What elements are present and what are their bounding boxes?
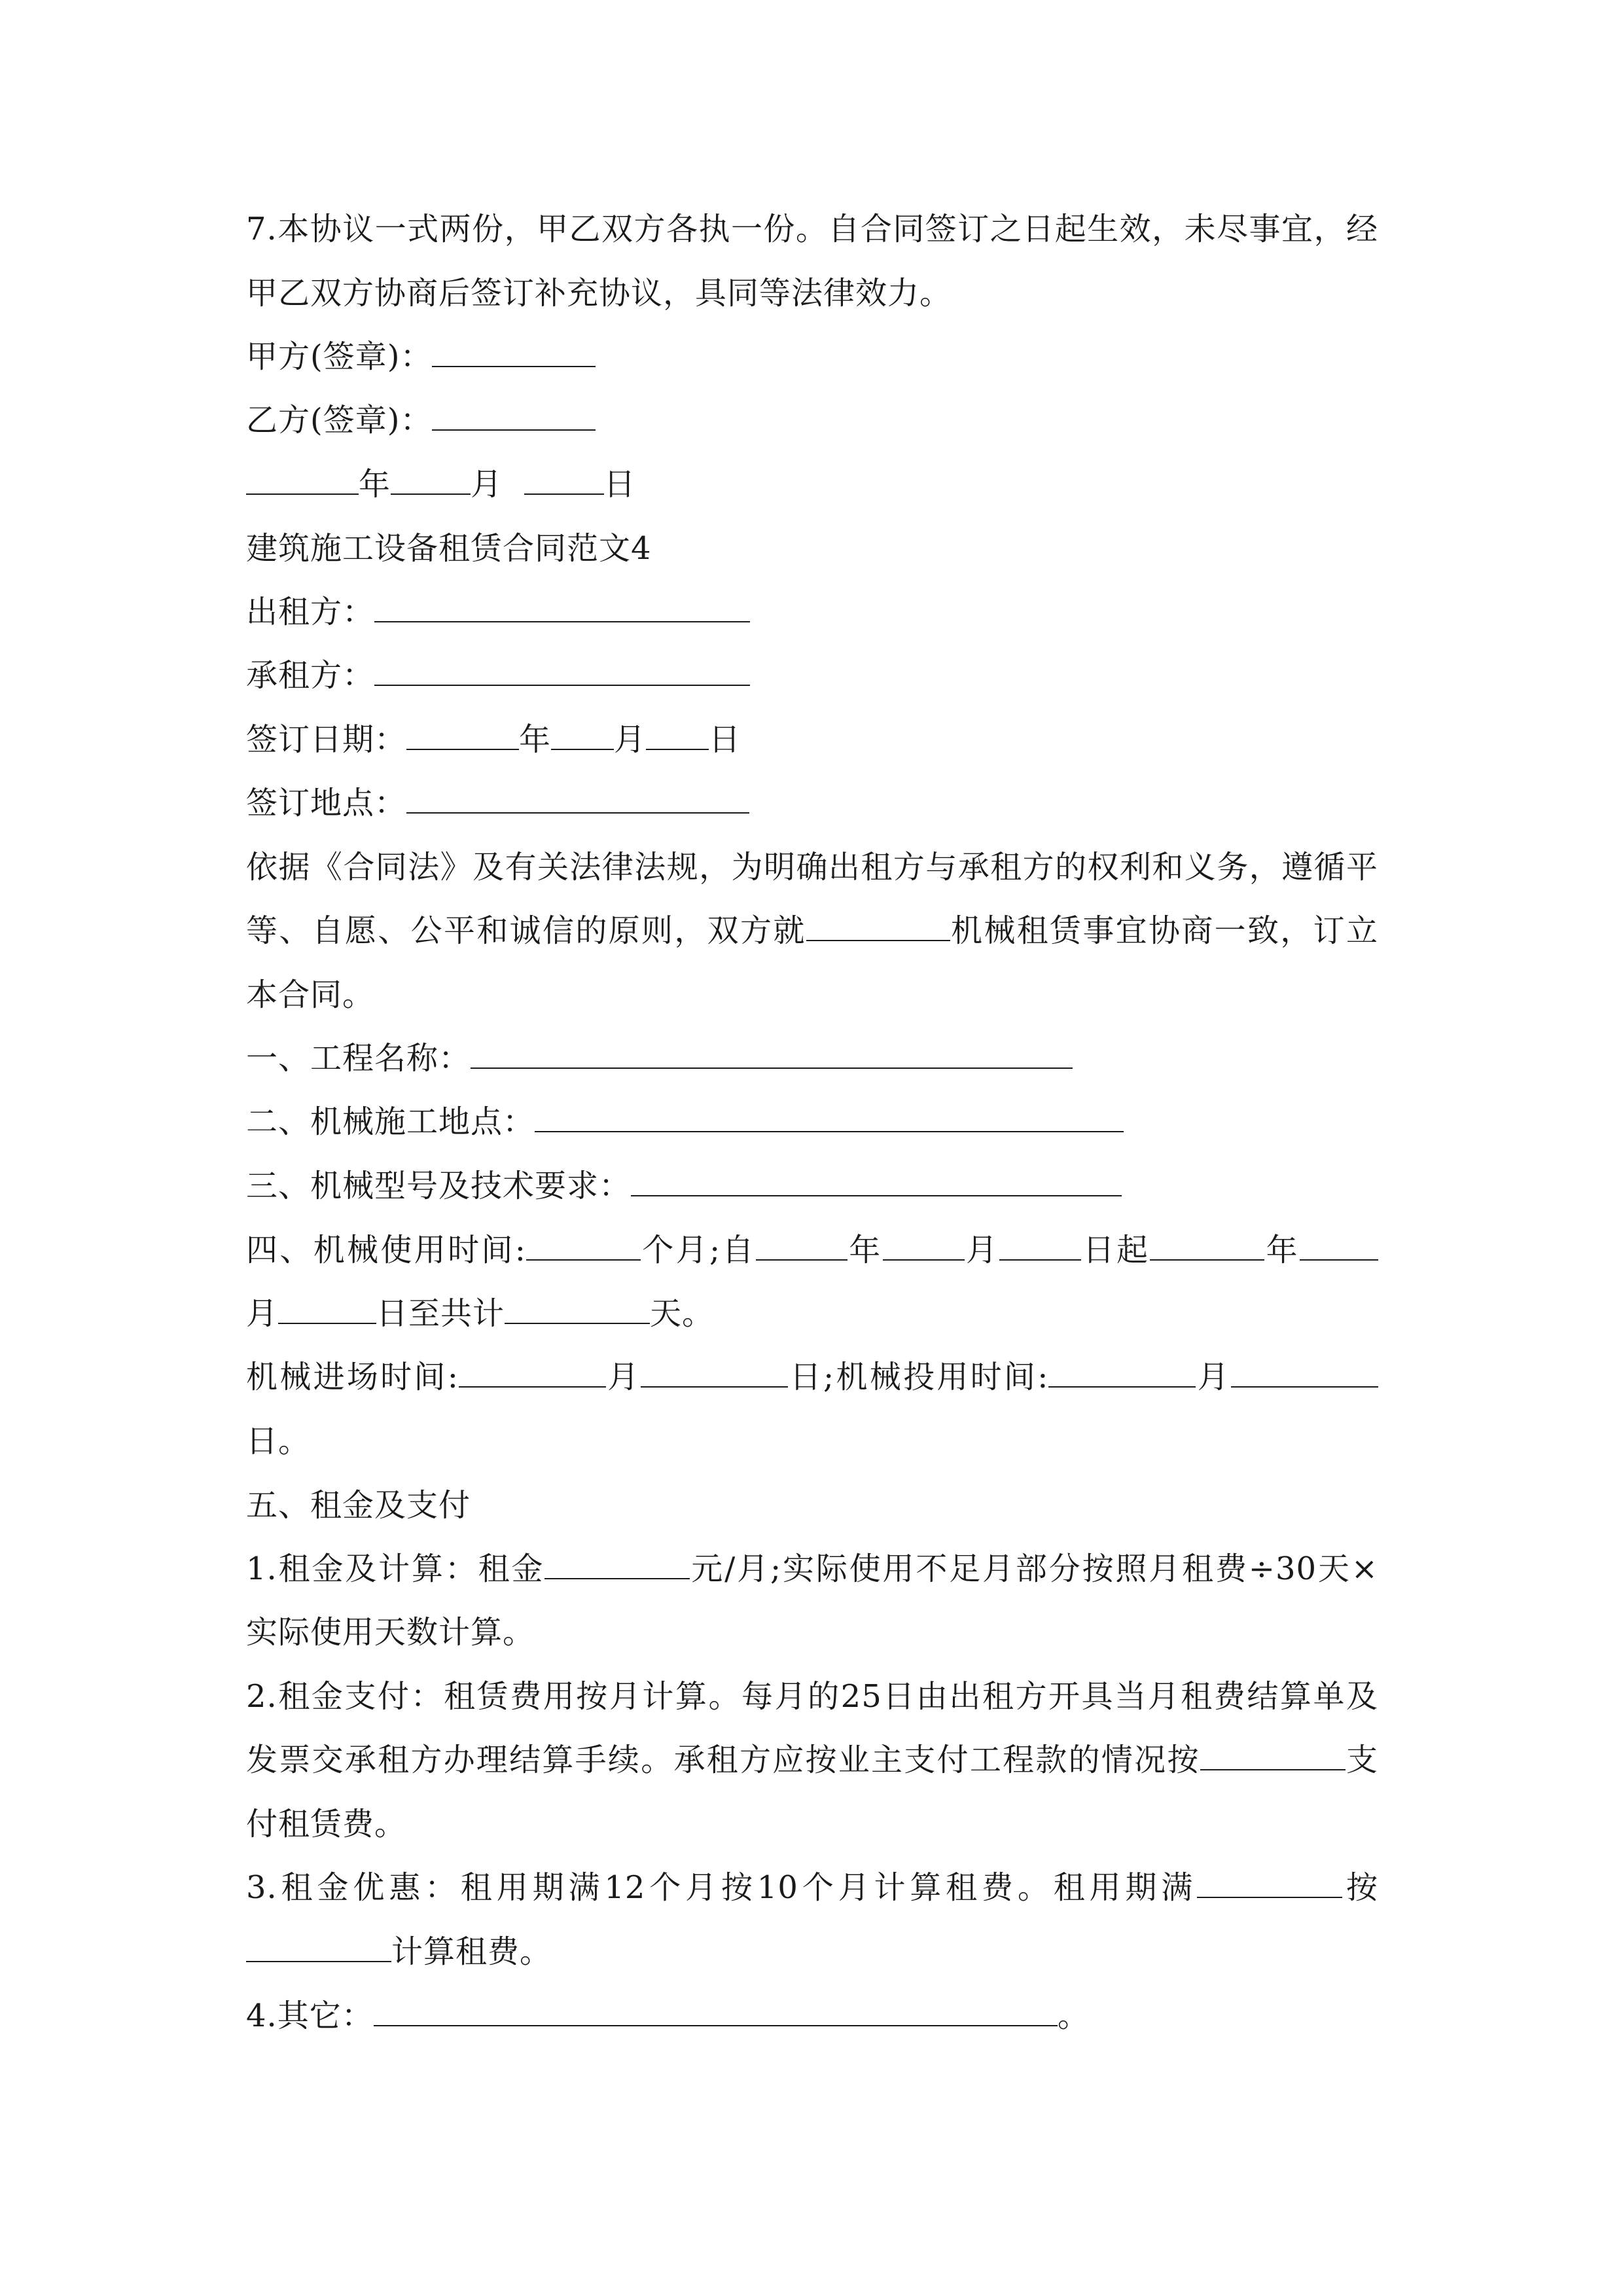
construction-site-label: 二、机械施工地点： <box>246 1103 535 1140</box>
sign-date-label: 签订日期： <box>246 721 407 758</box>
lessee-row <box>246 656 1378 695</box>
entry-day-field[interactable] <box>641 1357 788 1388</box>
project-name-label: 一、工程名称： <box>246 1040 471 1077</box>
start-day-field[interactable] <box>999 1230 1081 1261</box>
discount-calc-field[interactable] <box>246 1932 391 1962</box>
rent-discount-line-1 <box>246 1868 1378 1907</box>
construction-site-field[interactable] <box>535 1102 1124 1132</box>
rent-payment-text-a: 发票交承租方办理结算手续。承租方应按业主支付工程款的情况按 <box>246 1742 1200 1778</box>
start-year-label: 年 <box>847 1232 883 1268</box>
clause-7-line-2: 甲乙双方协商后签订补充协议，具同等法律效力。 <box>246 275 952 312</box>
rent-calc-row-2: 实际使用天数计算。 <box>246 1614 535 1651</box>
rent-payment-line-3: 付租赁费。 <box>246 1806 407 1842</box>
day-field[interactable] <box>524 465 604 495</box>
signature-date-row <box>246 465 1378 504</box>
lessee-label: 承租方： <box>246 657 375 694</box>
rent-calc-text-a: 1.租金及计算：租金 <box>246 1551 545 1587</box>
sign-year-label: 年 <box>519 721 552 758</box>
lessee-field[interactable] <box>374 656 750 686</box>
total-days-label: 天。 <box>650 1295 715 1332</box>
entry-time-label: 机械进场时间: <box>246 1359 459 1395</box>
party-a-label: 甲方(签章)： <box>246 338 433 375</box>
entry-time-row-end: 日。 <box>246 1423 311 1460</box>
total-days-field[interactable] <box>505 1294 650 1324</box>
end-year-tail-field[interactable] <box>1300 1230 1378 1261</box>
payment-terms-field[interactable] <box>1200 1740 1346 1770</box>
sign-date-row <box>246 720 1378 759</box>
sign-place-label: 签订地点： <box>246 785 407 821</box>
lessor-label: 出租方： <box>246 594 375 630</box>
construction-site-row <box>246 1102 1378 1141</box>
project-name-field[interactable] <box>471 1039 1073 1069</box>
start-month-label: 月 <box>964 1232 1000 1268</box>
rent-payment-line-2 <box>246 1740 1378 1780</box>
start-day-label: 日起 <box>1081 1232 1150 1268</box>
sign-day-label: 日 <box>709 721 741 758</box>
lessor-field[interactable] <box>374 592 750 622</box>
rent-calc-row <box>246 1549 1378 1588</box>
usage-time-row <box>246 1230 1378 1270</box>
rent-discount-text-a: 3.租金优惠：租用期满12个月按10个月计算租费。租用期满 <box>246 1869 1198 1906</box>
preamble-text-b: 机械租赁事宜协商一致，订立 <box>950 912 1378 949</box>
lessor-row <box>246 592 1378 632</box>
usage-months-label: 个月;自 <box>640 1232 756 1268</box>
end-day-label: 日至共计 <box>376 1295 505 1332</box>
party-a-signature-row <box>246 337 1378 376</box>
year-field[interactable] <box>246 465 359 495</box>
machine-model-field[interactable] <box>631 1166 1122 1196</box>
start-month-field[interactable] <box>883 1230 965 1261</box>
start-year-field[interactable] <box>756 1230 847 1261</box>
other-terms-row <box>246 1996 1378 2036</box>
usage-months-field[interactable] <box>526 1230 641 1261</box>
machine-model-label: 三、机械型号及技术要求： <box>246 1168 632 1204</box>
end-day-field[interactable] <box>278 1294 376 1324</box>
month-field[interactable] <box>391 465 471 495</box>
usage-time-label: 四、机械使用时间: <box>246 1232 526 1268</box>
preamble-line-2 <box>246 911 1378 950</box>
rent-calc-text-b: 元/月;实际使用不足月部分按照月租费÷30天× <box>690 1551 1378 1587</box>
rent-discount-line-2 <box>246 1932 1378 1971</box>
entry-month-field[interactable] <box>459 1357 606 1388</box>
preamble-line-1: 依据《合同法》及有关法律法规，为明确出租方与承租方的权利和义务，遵循平 <box>246 849 1378 886</box>
equipment-name-field[interactable] <box>806 911 950 941</box>
entry-day-sep: 日;机械投用时间: <box>788 1359 1049 1395</box>
month-label: 月 <box>471 466 503 503</box>
monthly-rent-field[interactable] <box>544 1549 690 1579</box>
rent-payment-text-b: 支 <box>1345 1742 1378 1778</box>
operation-month-field[interactable] <box>1048 1357 1196 1388</box>
party-b-label: 乙方(签章)： <box>246 402 433 439</box>
preamble-text-a: 等、自愿、公平和诚信的原则，双方就 <box>246 912 806 949</box>
day-label: 日 <box>603 466 636 503</box>
rent-payment-line-1: 2.租金支付：租赁费用按月计算。每月的25日由出租方开具当月租费结算单及 <box>246 1678 1378 1715</box>
sign-place-row <box>246 783 1378 823</box>
sign-place-field[interactable] <box>406 783 749 814</box>
sign-month-field[interactable] <box>551 720 614 750</box>
other-terms-label: 4.其它： <box>246 1998 374 2034</box>
end-year-field[interactable] <box>1150 1230 1264 1261</box>
operation-day-field[interactable] <box>1231 1357 1378 1388</box>
discount-period-field[interactable] <box>1197 1868 1342 1898</box>
party-a-signature-field[interactable] <box>432 337 596 367</box>
party-b-signature-field[interactable] <box>432 401 596 431</box>
sign-day-field[interactable] <box>646 720 709 750</box>
sign-month-label: 月 <box>614 721 647 758</box>
entry-time-row <box>246 1357 1378 1397</box>
machine-model-row <box>246 1166 1378 1206</box>
project-name-row <box>246 1039 1378 1078</box>
preamble-line-3: 本合同。 <box>246 977 375 1013</box>
year-label: 年 <box>359 466 391 503</box>
sign-year-field[interactable] <box>406 720 519 750</box>
clause-7-line-1: 7.本协议一式两份，甲乙双方各执一份。自合同签订之日起生效，未尽事宜，经 <box>246 211 1378 247</box>
usage-time-row-2 <box>246 1294 1378 1333</box>
operation-month-label: 月 <box>1196 1359 1231 1395</box>
rent-discount-text-c: 计算租费。 <box>391 1933 552 1970</box>
other-terms-field[interactable] <box>374 1996 1058 2026</box>
rent-section-title: 五、租金及支付 <box>246 1487 471 1524</box>
end-year-label: 年 <box>1264 1232 1300 1268</box>
end-month-label: 月 <box>246 1295 279 1332</box>
section-title: 建筑施工设备租赁合同范文4 <box>246 530 652 567</box>
entry-month-label: 月 <box>605 1359 641 1395</box>
other-terms-end: 。 <box>1057 1998 1090 2034</box>
rent-discount-text-b: 按 <box>1342 1869 1378 1906</box>
party-b-signature-row <box>246 401 1378 440</box>
